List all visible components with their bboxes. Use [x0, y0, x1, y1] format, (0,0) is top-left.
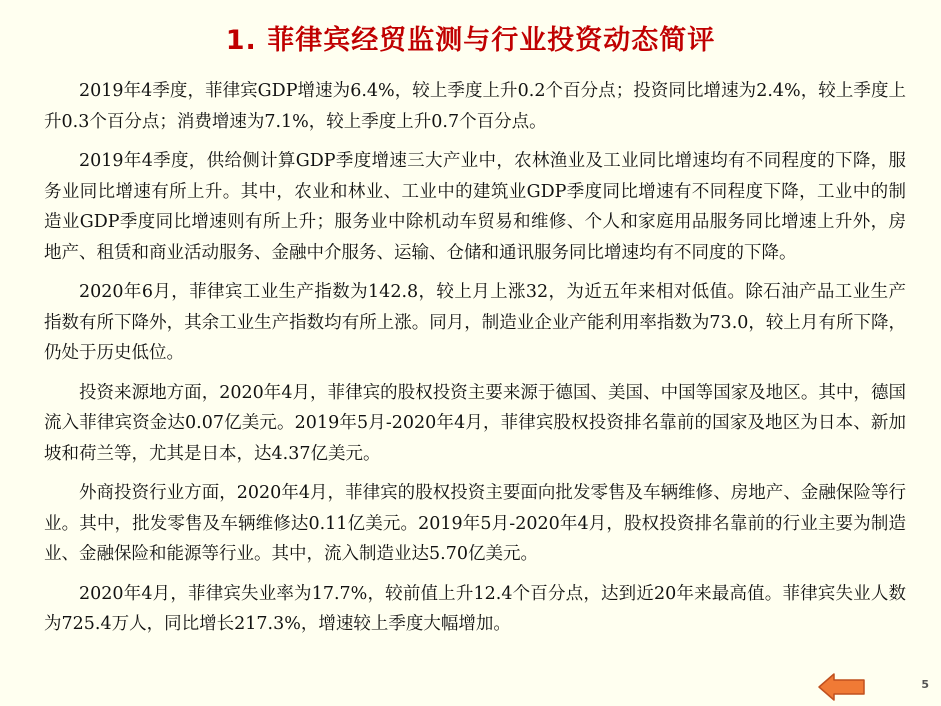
paragraph-sector-growth: 2019年4季度，供给侧计算GDP季度增速三大产业中，农林渔业及工业同比增速均有不同程度的下降，服务业同比增速有所上升。其中，农业和林业、工业中的建筑业GDP季度同比增速有不同程度下降，工业中的制造业GDP季度同比增速则有所上升；服务业中除机动车贸易和维修、个人和家庭用品服务同比增速上升外，房地产、租赁和商业活动服务、金融中介服务、运输、仓储和通讯服务同比增速均有不同度的下降。: [44, 151, 906, 263]
paragraph-gdp-overview: 2019年4季度，菲律宾GDP增速为6.4%，较上季度上升0.2个百分点；投资同比增速为2.4%，较上季度上升0.3个百分点；消费增速为7.1%，较上季度上升0.7个百分点。: [44, 81, 906, 132]
paragraph-unemployment: 2020年4月，菲律宾失业率为17.7%，较前值上升12.4个百分点，达到近20年来最高值。菲律宾失业人数为725.4万人，同比增长217.3%，增速较上季度大幅增加。: [44, 583, 906, 634]
body-text: [44, 76, 906, 649]
left-arrow-shape[interactable]: [819, 674, 864, 700]
paragraph-industrial-production: 2020年6月，菲律宾工业生产指数为142.8，较上月上涨32，为近五年来相对低值。除石油产品工业生产指数有所下降外，其余工业生产指数均有所上涨。同月，制造业企业产能利用率指数为73.0，较上月有所下降，仍处于历史低位。: [44, 282, 906, 363]
paragraph-investment-source: 投资来源地方面，2020年4月，菲律宾的股权投资主要来源于德国、美国、中国等国家及地区。其中，德国流入菲律宾资金达0.07亿美元。2019年5月-2020年4月，菲律宾股权投资排名靠前的国家及地区为日本、新加坡和荷兰等，尤其是日本，达4.37亿美元。: [44, 382, 906, 464]
left-arrow-icon[interactable]: [817, 672, 867, 702]
page-number: 5: [921, 678, 929, 691]
paragraph-investment-industry: 外商投资行业方面，2020年4月，菲律宾的股权投资主要面向批发零售及车辆维修、房地产、金融保险等行业。其中，批发零售及车辆维修达0.11亿美元。2019年5月-2020年4月，股权投资排名靠前的行业主要为制造业、金融保险和能源等行业。其中，流入制造业达5.70亿美元。: [44, 483, 906, 564]
slide-title: 1. 菲律宾经贸监测与行业投资动态简评: [225, 25, 716, 56]
